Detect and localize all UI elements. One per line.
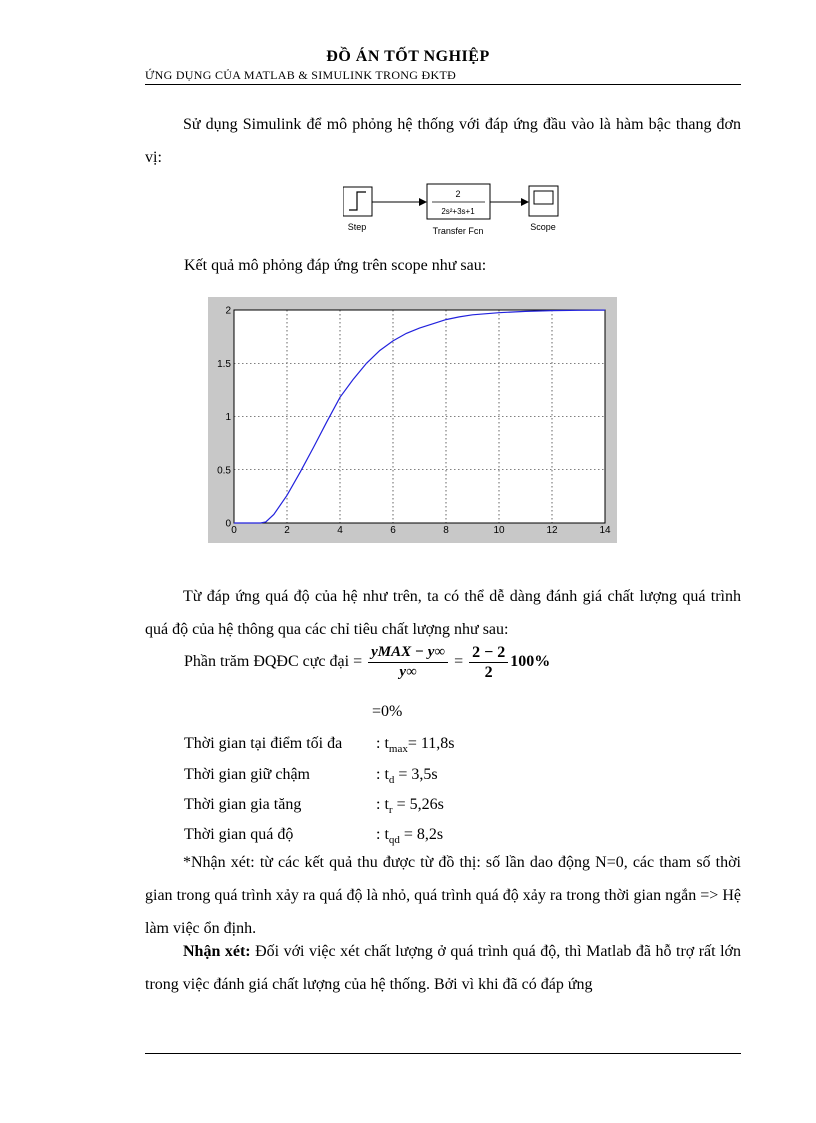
metric-tqd: Thời gian quá độ : $t_{qd} = 8,2s$ xyxy=(184,826,444,847)
metric-symbol: t xyxy=(384,735,389,752)
metric-symbol: t xyxy=(384,826,389,843)
y-tick-label: 2 xyxy=(225,305,231,317)
x-tick-label: 8 xyxy=(443,525,449,536)
x-tick-label: 14 xyxy=(599,525,611,536)
metric-tmax: Thời gian tại điểm tối đa : $t_{max}= 11,8s$ xyxy=(184,735,455,756)
scope-plot xyxy=(208,297,617,543)
metric-subscript: qd xyxy=(388,834,400,847)
overshoot-formula xyxy=(184,643,550,682)
x-tick-label: 12 xyxy=(546,525,558,536)
metric-symbol: t xyxy=(384,766,389,783)
step-block xyxy=(343,187,372,216)
remark-paragraph: *Nhận xét: từ các kết quả thu được từ đồ thị: số lần dao động N=0, các tham số thời gian trong quá trình xảy ra quá độ là nhỏ, quá trình quá độ xảy ra trong thời gian ngắn => Hệ làm việc ổn định. xyxy=(145,854,741,937)
metric-subscript: d xyxy=(388,774,395,787)
header-title: ĐỒ ÁN TỐT NGHIỆP xyxy=(326,48,490,65)
formula-fraction-2 xyxy=(469,643,508,682)
analysis-paragraph: Từ đáp ứng quá độ của hệ như trên, ta có thể dễ dàng đánh giá chất lượng quá trình quá độ của hệ thông qua các chỉ tiêu chất lượng như sau: xyxy=(145,588,741,638)
tf-label: Transfer Fcn xyxy=(432,226,484,236)
scope-block xyxy=(529,186,558,216)
metric-subscript: r xyxy=(388,804,393,817)
metric-symbol: t xyxy=(384,796,389,813)
x-tick-label: 0 xyxy=(231,525,237,536)
metric-label: Thời gian tại điểm tối đa xyxy=(184,735,343,752)
y-tick-label: 1.5 xyxy=(217,358,231,370)
fraction-1-denominator: y∞ xyxy=(399,664,417,680)
intro-paragraph: Sử dụng Simulink để mô phỏng hệ thống với đáp ứng đầu vào là hàm bậc thang đơn vị: xyxy=(145,116,741,166)
metric-subscript: max xyxy=(388,743,408,756)
fraction-2-denominator: 2 xyxy=(484,664,493,681)
metric-label: Thời gian quá độ xyxy=(184,826,294,843)
conclusion-lead: Nhận xét: xyxy=(183,943,251,960)
header-subtitle: ỨNG DỤNG CỦA MATLAB & SIMULINK TRONG ĐKTĐ xyxy=(145,68,457,82)
metric-value: = 11,8s xyxy=(407,735,455,752)
header-rule xyxy=(145,84,741,85)
fraction-2-numerator: 2 − 2 xyxy=(469,643,508,663)
arrow-tf-to-scope xyxy=(490,198,529,206)
metric-value: = 5,26s xyxy=(392,796,444,813)
metric-value: = 8,2s xyxy=(399,826,444,843)
x-tick-label: 10 xyxy=(493,525,505,536)
tf-numerator: 2 xyxy=(455,189,461,199)
step-label: Step xyxy=(347,222,367,232)
formula-equals: = xyxy=(454,653,464,671)
metric-label: Thời gian gia tăng xyxy=(184,796,302,813)
metric-label: Thời gian giữ chậm xyxy=(184,766,310,783)
formula-label: Phần trăm ĐQĐC cực đại = xyxy=(184,653,363,671)
x-tick-label: 6 xyxy=(390,525,396,536)
fraction-1-numerator: yMAX − y∞ xyxy=(368,643,448,663)
formula-result: =0% xyxy=(372,703,403,720)
x-tick-label: 4 xyxy=(337,525,343,536)
tf-denominator: 2s²+3s+1 xyxy=(441,207,475,216)
y-tick-label: 0.5 xyxy=(217,465,231,477)
conclusion-paragraph xyxy=(145,935,741,1001)
arrow-step-to-tf xyxy=(372,198,427,206)
footer-rule xyxy=(145,1053,741,1054)
formula-fraction-1 xyxy=(368,643,448,682)
simulink-diagram xyxy=(343,178,573,238)
metric-tr: Thời gian gia tăng : $t_r = 5,26s$ xyxy=(184,796,444,817)
scope-intro: Kết quả mô phỏng đáp ứng trên scope như sau: xyxy=(184,257,487,274)
conclusion-text: Đối với việc xét chất lượng ở quá trình quá độ, thì Matlab đã hỗ trợ rất lớn trong việc đánh giá chất lượng của hệ thống. Bởi vì khi đã có đáp ứng xyxy=(145,943,742,993)
metric-td: Thời gian giữ chậm : $t_d = 3,5s$ xyxy=(184,766,438,787)
metric-value: = 3,5s xyxy=(394,766,438,783)
formula-tail: 100% xyxy=(510,653,551,671)
x-tick-label: 2 xyxy=(284,525,290,536)
y-tick-label: 1 xyxy=(225,412,231,423)
y-tick-label: 0 xyxy=(225,518,231,530)
scope-label: Scope xyxy=(530,222,556,232)
